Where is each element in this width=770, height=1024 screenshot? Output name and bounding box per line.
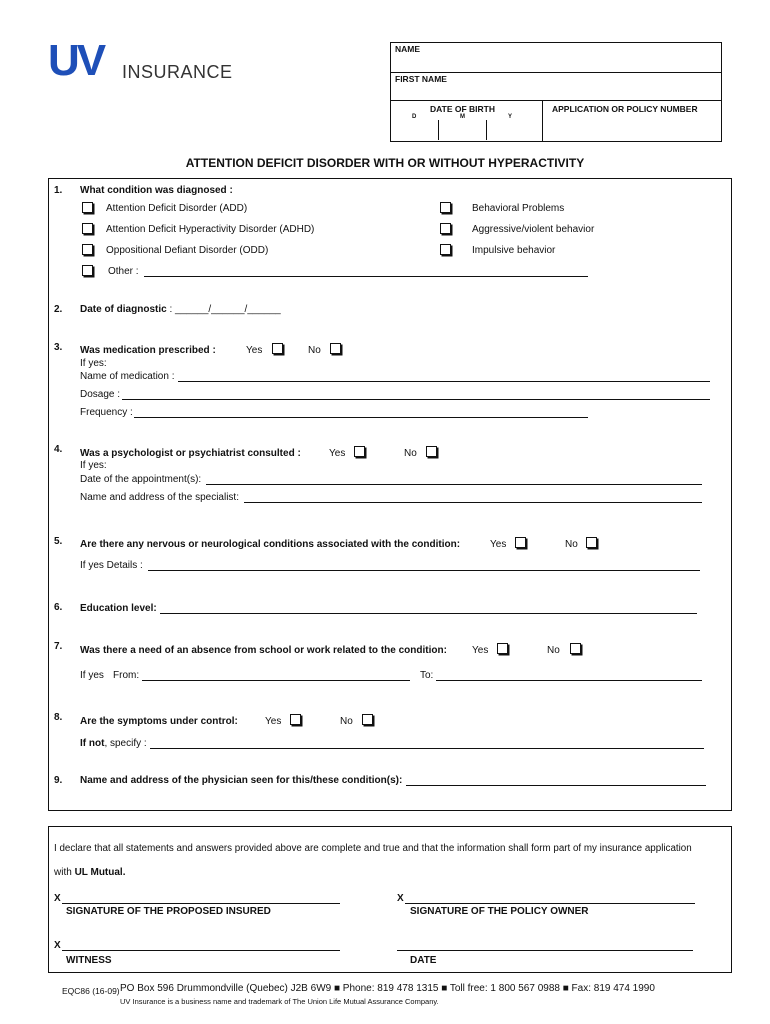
policy-number-field[interactable] [545,115,718,139]
q5-yes-label: Yes [490,539,507,550]
q3-number: 3. [54,342,63,353]
option-impulsive-behavior: Impulsive behavior [472,245,556,256]
name-field[interactable] [392,55,718,71]
q3-medication-label: Name of medication : [80,371,175,382]
q4-specialist-field[interactable] [244,502,702,503]
q8-if-not-bold: If not [80,738,105,749]
dob-day-label: D [412,114,417,120]
q3-medication-field[interactable] [178,381,710,382]
q8-yes-checkbox[interactable] [290,714,301,725]
q4-no-label: No [404,448,417,459]
q5-question: Are there any nervous or neurological conditions associated with the condition: [80,539,461,550]
checkbox-add[interactable] [82,202,93,213]
footer-address: PO Box 596 Drummondville (Quebec) J2B 6W9 ■ Phone: 819 478 1315 ■ Toll free: 1 800 567 0988 ■ Fax: 819 474 1990 [120,983,655,994]
logo-mark: UV [48,36,104,85]
q3-yes-label: Yes [246,345,263,356]
option-adhd: Attention Deficit Hyperactivity Disorder (ADHD) [106,224,315,235]
q2-number: 2. [54,304,63,315]
q1-number: 1. [54,185,63,196]
signature-owner-label: SIGNATURE OF THE POLICY OWNER [410,906,589,917]
q3-yes-checkbox[interactable] [272,343,283,354]
x-mark-insured: X [54,893,61,904]
dob-month-label: M [460,114,465,120]
q8-yes-label: Yes [265,716,282,727]
q8-number: 8. [54,712,63,723]
q4-if-yes: If yes: [80,460,107,471]
q6-education-field[interactable] [160,613,697,614]
q4-date-field[interactable] [206,484,702,485]
q8-specify-field[interactable] [150,748,704,749]
name-label: NAME [395,44,421,54]
checkbox-behavioral-problems[interactable] [440,202,451,213]
dob-label: DATE OF BIRTH [430,104,496,114]
logo-text: INSURANCE [122,62,233,82]
q8-no-checkbox[interactable] [362,714,373,725]
checkbox-odd[interactable] [82,244,93,255]
q7-no-label: No [547,645,560,656]
q3-if-yes: If yes: [80,358,107,369]
q5-details-label: If yes Details : [80,560,143,571]
q8-if-not-label [80,738,147,749]
q7-yes-label: Yes [472,645,489,656]
declaration-with-prefix: with [54,867,75,878]
q4-no-checkbox[interactable] [426,446,437,457]
q5-yes-checkbox[interactable] [515,537,526,548]
q3-frequency-label: Frequency : [80,407,133,418]
witness-label: WITNESS [66,955,112,966]
signature-insured-label: SIGNATURE OF THE PROPOSED INSURED [66,906,271,917]
footer-trademark: UV Insurance is a business name and trademark of The Union Life Mutual Assurance Company. [120,997,439,1006]
q2-date-field[interactable]: : ______/______/______ [166,304,281,315]
q7-to-label: To: [420,670,434,681]
q6-number: 6. [54,602,63,613]
declaration-with [54,867,126,878]
q2-question: Date of diagnostic [80,304,167,315]
q3-no-checkbox[interactable] [330,343,341,354]
checkbox-aggressive-behavior[interactable] [440,223,451,234]
x-mark-witness: X [54,940,61,951]
q3-question: Was medication prescribed : [80,345,216,356]
first-name-field[interactable] [392,84,718,99]
option-aggressive-behavior: Aggressive/violent behavior [472,224,595,235]
q4-number: 4. [54,444,63,455]
q5-number: 5. [54,536,63,547]
q7-yes-checkbox[interactable] [497,643,508,654]
q7-from-prefix: If yes [80,670,104,681]
q7-question: Was there a need of an absence from school or work related to the condition: [80,645,447,656]
checkbox-other[interactable] [82,265,93,276]
q4-yes-checkbox[interactable] [354,446,365,457]
option-add: Attention Deficit Disorder (ADD) [106,203,248,214]
q7-number: 7. [54,641,63,652]
signature-insured-field[interactable] [62,903,340,904]
x-mark-owner: X [397,893,404,904]
date-label: DATE [410,955,437,966]
q5-no-label: No [565,539,578,550]
first-name-label: FIRST NAME [395,74,447,84]
policy-number-label: APPLICATION OR POLICY NUMBER [552,104,698,114]
q4-specialist-label: Name and address of the specialist: [80,492,239,503]
dob-field[interactable] [392,121,540,139]
q4-date-label: Date of the appointment(s): [80,474,202,485]
q3-dosage-label: Dosage : [80,389,121,400]
logo [48,36,238,86]
q7-from-label: From: [113,670,140,681]
q7-no-checkbox[interactable] [570,643,581,654]
q9-number: 9. [54,775,63,786]
date-field[interactable] [397,950,693,951]
q4-question: Was a psychologist or psychiatrist consulted : [80,448,301,459]
option-behavioral-problems: Behavioral Problems [472,203,565,214]
signature-owner-field[interactable] [405,903,695,904]
dob-year-label: Y [508,114,513,120]
other-field[interactable] [144,276,588,277]
q8-specify: , specify : [104,738,147,749]
q6-question: Education level: [80,603,157,614]
q3-dosage-field[interactable] [122,399,710,400]
witness-field[interactable] [62,950,340,951]
declaration-text: I declare that all statements and answers provided above are complete and true and that the information shall form part of my insurance application [54,843,692,854]
q5-details-field[interactable] [148,570,700,571]
checkbox-adhd[interactable] [82,223,93,234]
q7-to-field[interactable] [436,680,702,681]
form-code: EQC86 (16-09) [62,986,120,996]
q3-frequency-field[interactable] [134,417,588,418]
q1-question: What condition was diagnosed : [80,185,233,196]
q4-yes-label: Yes [329,448,346,459]
q3-no-label: No [308,345,321,356]
q8-question: Are the symptoms under control: [80,716,238,727]
q8-no-label: No [340,716,353,727]
other-label: Other : [108,266,139,277]
form-title: ATTENTION DEFICIT DISORDER WITH OR WITHOUT HYPERACTIVITY [185,156,585,170]
q2-row[interactable] [80,304,281,315]
q7-from-field[interactable] [142,680,410,681]
declaration-company: UL Mutual. [74,867,126,878]
q9-physician-field[interactable] [406,785,706,786]
q5-no-checkbox[interactable] [586,537,597,548]
q9-question: Name and address of the physician seen for this/these condition(s): [80,775,403,786]
option-odd: Oppositional Defiant Disorder (ODD) [106,245,269,256]
checkbox-impulsive-behavior[interactable] [440,244,451,255]
